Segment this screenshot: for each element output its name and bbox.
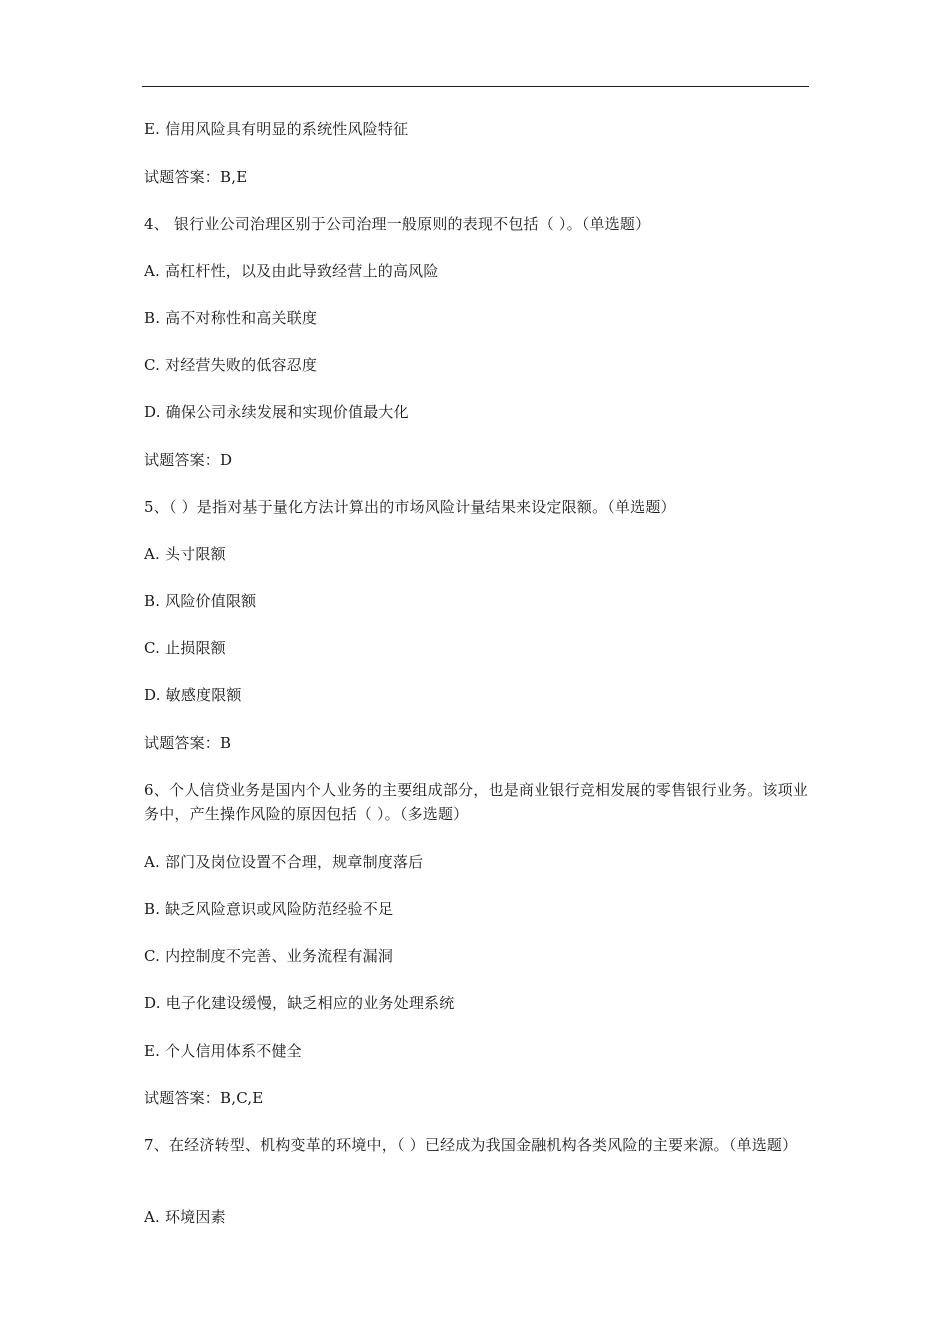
option-b-q6: B. 缺乏风险意识或风险防范经验不足 [144,900,394,918]
option-c-q5: C. 止损限额 [144,639,226,657]
question-5: 5、（ ）是指对基于量化方法计算出的市场风险计量结果来设定限额。（单选题） [144,498,676,516]
header-rule [142,86,809,87]
option-a-q7: A. 环境因素 [144,1208,226,1226]
answer-q3: 试题答案：B,E [144,168,248,186]
answer-q6: 试题答案：B,C,E [144,1089,264,1107]
option-a-q5: A. 头寸限额 [144,545,226,563]
option-d-q4: D. 确保公司永续发展和实现价值最大化 [144,403,409,421]
option-c-q4: C. 对经营失败的低容忍度 [144,356,318,374]
option-c-q6: C. 内控制度不完善、业务流程有漏洞 [144,947,394,965]
option-a-q4: A. 高杠杆性，以及由此导致经营上的高风险 [144,262,439,280]
option-e-q6: E. 个人信用体系不健全 [144,1042,302,1060]
option-a-q6: A. 部门及岗位设置不合理，规章制度落后 [144,853,424,871]
option-e-q3: E. 信用风险具有明显的系统性风险特征 [144,120,409,138]
option-b-q4: B. 高不对称性和高关联度 [144,309,318,327]
option-b-q5: B. 风险价值限额 [144,592,257,610]
answer-q4: 试题答案：D [144,451,233,469]
answer-q5: 试题答案：B [144,734,232,752]
option-d-q6: D. 电子化建设缓慢，缺乏相应的业务处理系统 [144,994,455,1012]
option-d-q5: D. 敏感度限额 [144,686,242,704]
question-6: 6、个人信贷业务是国内个人业务的主要组成部分，也是商业银行竞相发展的零售银行业务。该项业务中，产生操作风险的原因包括（ ）。（多选题） [144,781,808,823]
question-7: 7、在经济转型、机构变革的环境中，（ ）已经成为我国金融机构各类风险的主要来源。（单选题） [144,1136,798,1154]
question-4: 4、 银行业公司治理区别于公司治理一般原则的表现不包括（ ）。（单选题） [144,215,651,233]
